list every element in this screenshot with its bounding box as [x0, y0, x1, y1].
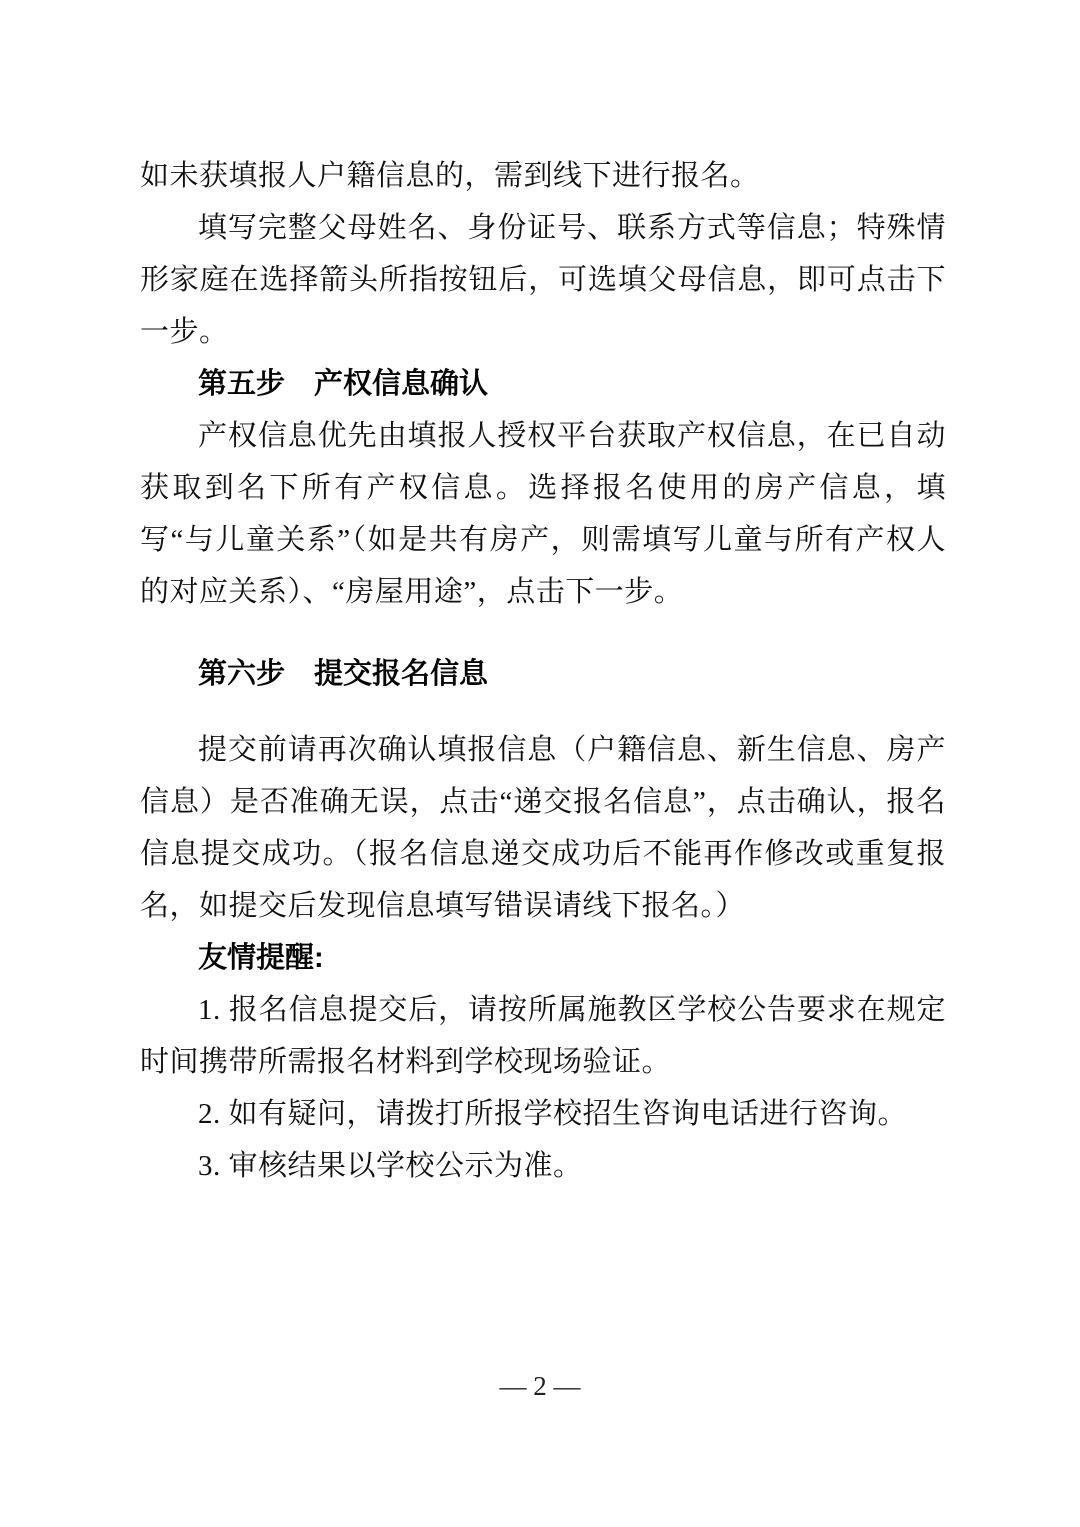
heading-reminder: 友情提醒: — [198, 942, 324, 974]
page-number: — 2 — — [499, 1371, 581, 1401]
reminder-item-2: 2. 如有疑问，请拨打所报学校招生咨询电话进行咨询。 — [198, 1098, 908, 1130]
heading-step5: 第五步 产权信息确认 — [198, 368, 489, 400]
paragraph-step6-body: 提交前请再次确认填报信息（户籍信息、新生信息、房产信息）是否准确无误，点击“递交报名信息”，点击确认，报名信息提交成功。（报名信息递交成功后不能再作修改或重复报名，如提交后发现信息填写错误请线下报名。） — [140, 734, 946, 922]
paragraph-step5-body: 产权信息优先由填报人授权平台获取产权信息，在已自动获取到名下所有产权信息。选择报名使用的房产信息，填写“与儿童关系”（如是共有房产，则需填写儿童与所有产权人的对应关系）、“房屋用途”，点击下一步。 — [140, 420, 946, 608]
document-text-block — [140, 150, 946, 1192]
paragraph-parent-info: 填写完整父母姓名、身份证号、联系方式等信息；特殊情形家庭在选择箭头所指按钮后，可选填父母信息，即可点击下一步。 — [140, 212, 946, 348]
paragraph-intro-continuation: 如未获填报人户籍信息的，需到线下进行报名。 — [140, 160, 760, 192]
heading-step6: 第六步 提交报名信息 — [198, 658, 489, 690]
reminder-item-3: 3. 审核结果以学校公示为准。 — [198, 1150, 583, 1182]
reminder-item-1: 1. 报名信息提交后，请按所属施教区学校公告要求在规定时间携带所需报名材料到学校现场验证。 — [140, 994, 946, 1078]
